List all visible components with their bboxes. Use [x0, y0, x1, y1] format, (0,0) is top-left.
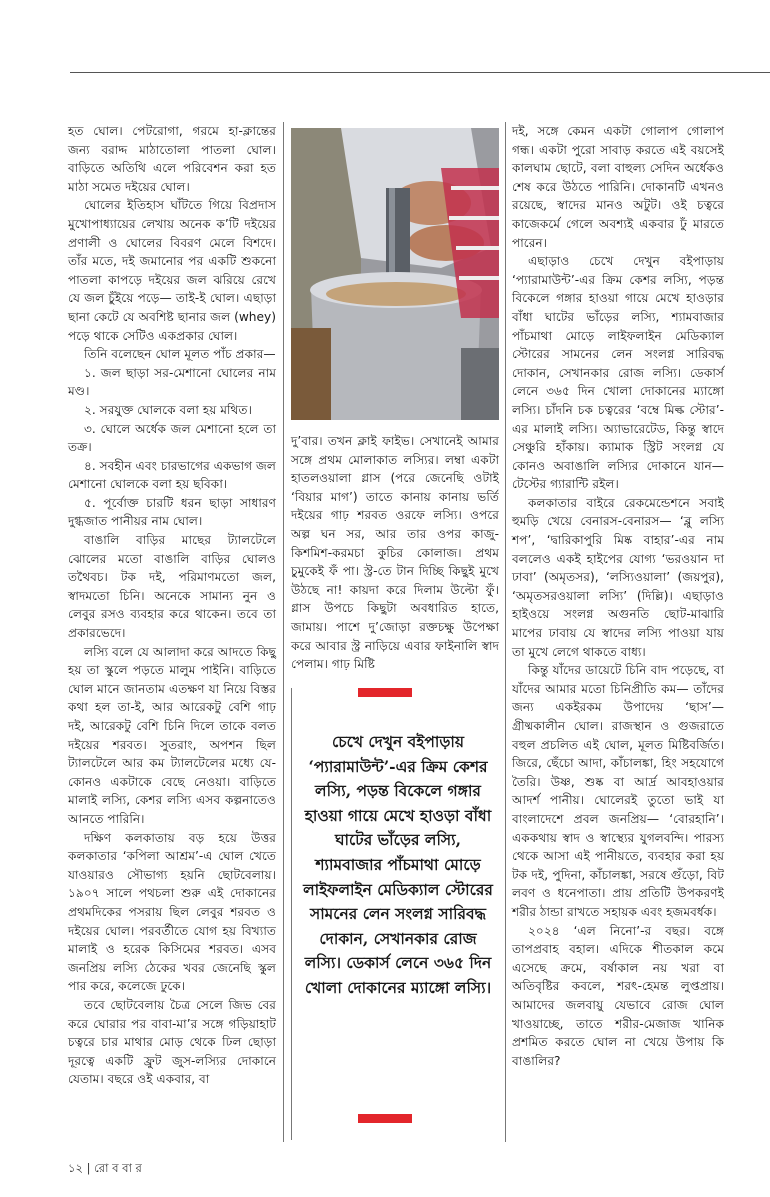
column-3 — [512, 122, 724, 1070]
column-1 — [68, 122, 276, 1089]
column-rule — [283, 122, 284, 1142]
paragraph: লস্যি বলে যে আলাদা করে আদতে কিছু হয় তা স্কুলে পড়তে মালুম পাইনি। বাড়িতে ঘোল মানে জানতাম এতক্ষণ যা নিয়ে বিস্তর কথা হল তা-ই, আর আরেকটু বেশি গাঢ় দই, আরেকটু বেশি চিনি দিলে তাকে বলত দইয়ের শরবত। সুতরাং, অপশন ছিল ট্যালটেলে আর কম ট্যালটেলের মধ্যে যে-কোনও একটাকে বেছে নেওয়া। বাড়িতে মালাই লস্যি, কেশর লস্যি এসব কল্পনাতেও আনতে পারিনি। — [68, 644, 276, 826]
lassi-vendor-photo — [291, 128, 499, 420]
paragraph: ২. সরযুক্ত ঘোলকে বলা হয় মথিত। — [84, 402, 252, 417]
paragraph: ৪. সবহীন এবং চারভাগের একভাগ জল মেশানো ঘোলকে বলা হয় ছবিকা। — [68, 458, 276, 492]
paragraph: ১. জল ছাড়া সর-মেশানো ঘোলের নাম মণ্ড। — [68, 365, 276, 399]
column-2 — [291, 432, 499, 674]
paragraph: এছাড়াও চেখে দেখুন বইপাড়ায় ‘প্যারামাউন্ট’-এর ক্রিম কেশর লস্যি, পড়ন্ত বিকেলে গঙ্গার হাওয়া গায়ে মেখে হাওড়ার বাঁধা ঘাটের ভাঁড়ের লস্যি, শ্যামবাজার পাঁচমাথা মোড়ে লাইফলাইন মেডিক্যাল স্টোরের সামনের লেন সংলগ্ন সারিবদ্ধ দোকান, সেখানকার রোজ লস্যি। ডেকার্স লেনে ৩৬৫ দিন খোলা দোকানের ম্যাঙ্গো লস্যি। চাঁদনি চক চত্বরের ‘বম্বে মিল্ক স্টোর’-এর মালাই লস্যি। অ্যাভারেটেড, কিন্তু স্বাদে সেঞ্চুরি হাঁকায়। ক্যামাক স্ট্রিট সংলগ্ন যে কোনও অবাঙালি লস্যির দোকানে যান— টেস্টের গ্যারান্টি রইল। — [512, 254, 724, 492]
paragraph: দক্ষিণ কলকাতায় বড় হয়ে উত্তর কলকাতার ‘কপিলা আশ্রম’-এ ঘোল খেতে যাওয়ারও সৌভাগ্য হয়নি ছোটবেলায়। ১৯০৭ সালে পথচলা শুরু এই দোকানের প্রথমদিকের পসরায় ছিল লেবুর শরবত ও দইয়ের ঘোল। পরবর্তীতে যোগ হয় বিখ্যাত মালাই ও হরেক কিসিমের শরবত। এসব জনপ্রিয় লস্যি ঠেকের খবর জেনেছি স্কুল পার করে, কলেজে ঢুকে। — [68, 830, 276, 994]
paragraph: ঘোলের ইতিহাস ঘাঁটতে গিয়ে বিপ্রদাস মুখোপাধ্যায়ের লেখায় অনেক ক’টি দইয়ের প্রণালী ও ঘোলের বিবরণ মেলে বিশদে। তাঁর মতে, দই জমানোর পর একটি শুকনো পাতলা কাপড়ে দইয়ের জল ঝরিয়ে রেখে যে জল চুঁইয়ে পড়ে— তাই-ই ঘোল। এছাড়া ছানা কেটে যে অবশিষ্ট ছানার জল (whey) পড়ে থাকে সেটিও একপ্রকার ঘোল। — [68, 198, 276, 343]
pull-quote-box — [291, 688, 500, 1140]
paragraph: কলকাতার বাইরে রেকমেন্ডেশনে সবাই হুমড়ি খেয়ে বেনারস-বেনারস— ‘ব্লু লস্যি শপ’, ‘দ্বারিকাপুরি মিষ্ক বাহার’-এর নাম বললেও একই হাইপের যোগ্য ‘ভরওয়ান দা ঢাবা’ (অমৃতসর), ‘লস্যিওয়ালা’ (জয়পুর), ‘অমৃতসরওয়ালা লস্যি’ (দিল্লি)। এছাড়াও হাইওয়ে সংলগ্ন অগুনতি ছোট-মাঝারি মাপের ঢাবায় যে স্বাদের লস্যি পাওয়া যায় তা মুখে লেগে থাকতে বাধ্য। — [512, 495, 724, 659]
paragraph: তিনি বলেছেন ঘোল মূলত পাঁচ প্রকার— — [84, 347, 276, 362]
paragraph: ২০২৪ ‘এল নিনো’-র বছর। বঙ্গে তাপপ্রবাহ বহাল। এদিকে শীতকাল কমে এসেছে ক্রমে, বর্ষাকাল নয় খরা বা অতিবৃষ্টির কবলে, শরৎ-হেমন্ত লুপ্তপ্রায়। আমাদের জলবায়ু যেভাবে রোজ ঘোল খাওয়াচ্ছে, তাতে শরীর-মেজাজ খানিক প্রশমিত করতে ঘোল না খেয়ে উপায় কি বাঙালির? — [512, 923, 724, 1068]
paragraph: হত ঘোল। পেটরোগা, গরমে হা-ক্লান্তের জন্য বরাদ্দ মাঠাতোলা পাতলা ঘোল। বাড়িতে অতিথি এলে পরিবেশন করা হত মাঠা সমেত দইয়ের ঘোল। — [68, 124, 276, 194]
paragraph: দু’বার। তখন ক্লাই ফাইভ। সেখানেই আমার সঙ্গে প্রথম মোলাকাত লস্যির। লম্বা একটা হাতলওয়ালা গ্লাস (পরে জেনেছি ওটাই ‘বিয়ার মাগ’) তাতে কানায় কানায় ভর্তি দইয়ের গাঢ় শরবত ওরফে লস্যি। ওপরে অল্প ঘন সর, আর তার ওপর কাজু-কিশমিশ-করমচা কুচির কোলাজ। প্রথম চুমুকেই ফঁ পা। স্ট্র-তে টান দিচ্ছি কিছুই মুখে উঠছে না! কায়দা করে দিলাম উল্টো ফুঁ। গ্লাস উপচে কিছুটা অবধারিত হাতে, জামায়। পাশে দু’জোড়া রক্তচক্ষু উপেক্ষা করে আবার স্ট্র নাড়িয়ে এবার ফাইনালি স্বাদ পেলাম। গাঢ় মিষ্টি — [291, 434, 499, 672]
paragraph: দই, সঙ্গে কেমন একটা গোলাপ গোলাপ গন্ধ। একটা পুরো সাবাড় করতে এই বয়সেই কালঘাম ছোটে, বলা বাহুল্য সেদিন অর্ধেকও শেষ করে উঠতে পারিনি। দোকানটি এখনও রয়েছে, স্বাদের মানও অটুট। ওই চত্বরে কাজেকর্মে গেলে অবশ্যই একবার ঢুঁ মারতে পারেন। — [512, 124, 724, 250]
pull-quote-bottom-bar — [358, 1114, 412, 1123]
paragraph: কিন্তু যাঁদের ডায়েটে চিনি বাদ পড়েছে, বা যাঁদের আমার মতো চিনিপ্রীতি কম— তাঁদের জন্য একইরকম উপাদেয় ‘ছাস’— গ্রীষ্মকালীন ঘোল। রাজস্থান ও গুজরাতে বহুল প্রচলিত এই ঘোল, মূলত মিষ্টিবর্জিত। জিরে, ছেঁচো আদা, কাঁচালঙ্কা, হিং সহযোগে তৈরি। উষ্ণ, শুষ্ক বা আর্দ্র আবহাওয়ার আদর্শ পানীয়। ঘোলেরই তুতো ভাই যা বাংলাদেশে প্রবল জনপ্রিয়— ‘বোরহানি’। এককথায় স্বাদ ও স্বাস্থ্যের যুগলবন্দি। পারস্য থেকে আসা এই পানীয়তে, ব্যবহার করা হয় টক দই, পুদিনা, কাঁচালঙ্কা, সরষে গুঁড়ো, বিট লবণ ও ধনেপাতা। প্রায় প্রতিটি উপকরণই শরীর ঠান্ডা রাখতে সহায়ক এবং হজমবর্ধক। — [512, 663, 724, 919]
paragraph: ৫. পূর্বোক্ত চারটি ধরন ছাড়া সাধারণ দুগ্ধজাত পানীয়র নাম ঘোল। — [68, 495, 276, 529]
pull-quote-top-bar — [358, 688, 412, 697]
page-folio: ১২ | রো ব বা র — [68, 1161, 142, 1175]
paragraph: তবে ছোটবেলায় চৈত্র সেলে জিভ বের করে ঘোরার পর বাবা-মা’র সঙ্গে গড়িয়াহাট চত্বরে চার মাথার মোড় থেকে ঢিল ছোড়া দূরত্বে একটি ফ্রুট জুস-লস্যির দোকানে যেতাম। বছরে ওই একবার, বা — [68, 997, 276, 1087]
paragraph: বাঙালি বাড়ির মাছের ট্যালটেলে ঝোলের মতো বাঙালি বাড়ির ঘোলও তথৈবচ। টক দই, পরিমাণমতো জল, স্বাদমতো চিনি। অনেকে সামান্য নুন ও লেবুর রসও ব্যবহার করে থাকেন। তবে তা প্রকারভেদে। — [68, 533, 276, 641]
photo-illustration — [291, 128, 499, 420]
header-rule — [70, 72, 770, 73]
pull-quote-text: চেখে দেখুন বইপাড়ায় ‘প্যারামাউন্ট’-এর ক্রিম কেশর লস্যি, পড়ন্ত বিকেলে গঙ্গার হাওয়া গায়ে মেখে হাওড়া বাঁধা ঘাটের ভাঁড়ের লস্যি, শ্যামবাজার পাঁচমাথা মোড়ে লাইফলাইন মেডিক্যাল স্টোরের সামনের লেন সংলগ্ন সারিবদ্ধ দোকান, সেখানকার রোজ লস্যি। ডেকার্স লেনে ৩৬৫ দিন খোলা দোকানের ম্যাঙ্গো লস্যি। — [303, 732, 493, 997]
paragraph: ৩. ঘোলে অর্ধেক জল মেশানো হলে তা তক্র। — [68, 421, 276, 455]
column-rule — [505, 122, 506, 1142]
